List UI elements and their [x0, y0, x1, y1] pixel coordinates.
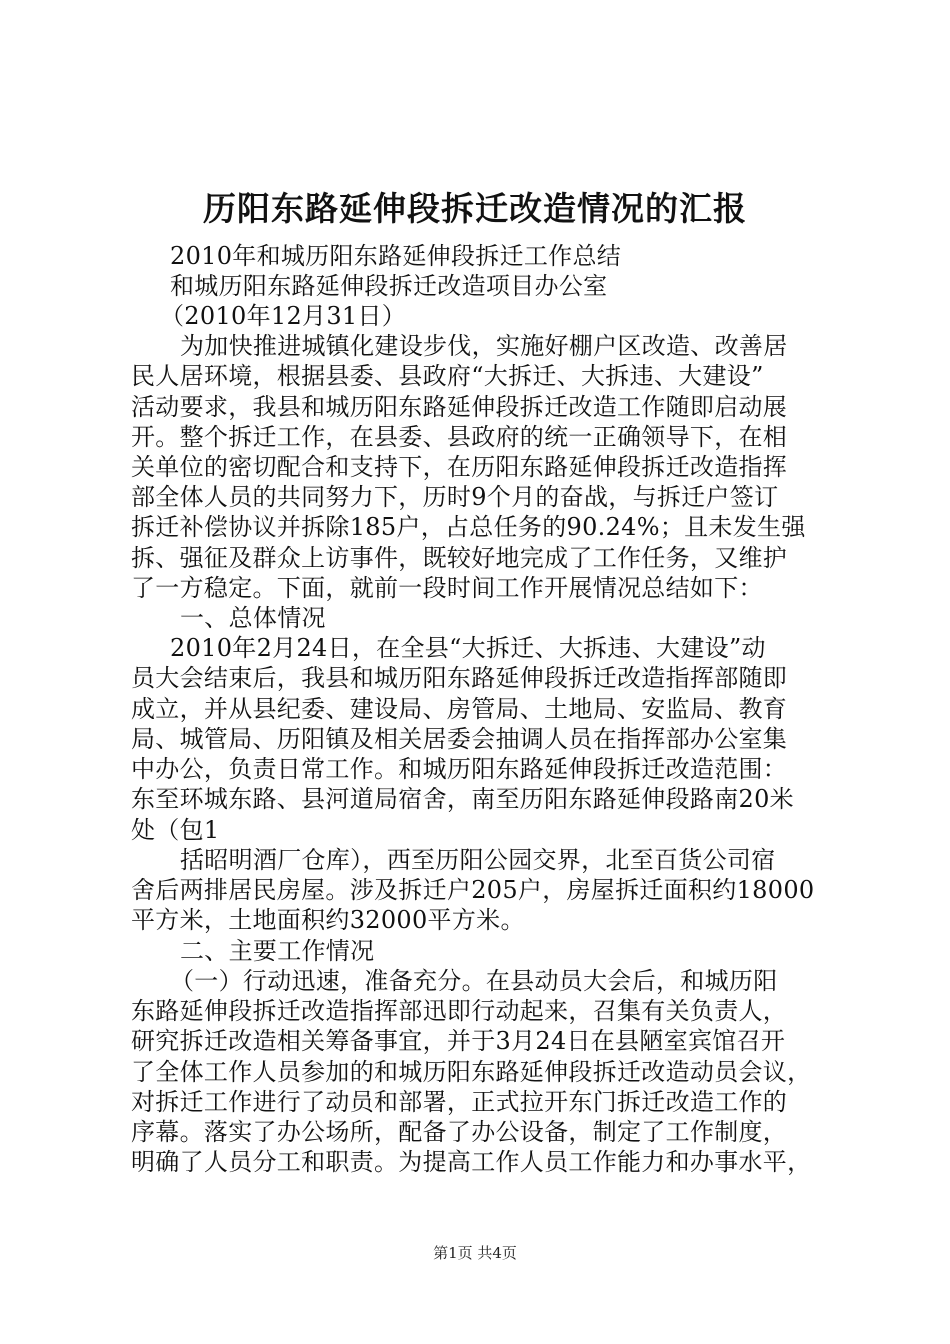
- text-line: 局、城管局、历阳镇及相关居委会抽调人员在指挥部办公室集: [131, 725, 788, 753]
- text-line: 中办公，负责日常工作。和城历阳东路延伸段拆迁改造范围：: [131, 755, 788, 783]
- text-line: 了全体工作人员参加的和城历阳东路延伸段拆迁改造动员会议，: [131, 1058, 812, 1086]
- text-line: 部全体人员的共同努力下，历时9个月的奋战，与拆迁户签订: [131, 483, 779, 511]
- text-line: 序幕。落实了办公场所，配备了办公设备，制定了工作制度，: [131, 1118, 788, 1146]
- text-line: 开。整个拆迁工作，在县委、县政府的统一正确领导下，在相: [131, 423, 788, 451]
- text-line: 民人居环境，根据县委、县政府“大拆迁、大拆违、大建设”: [131, 362, 764, 390]
- text-line: 为加快推进城镇化建设步伐，实施好棚户区改造、改善居: [180, 332, 788, 360]
- document-title: 历阳东路延伸段拆迁改造情况的汇报: [203, 189, 747, 228]
- text-line: （一）行动迅速，准备充分。在县动员大会后，和城历阳: [170, 967, 778, 995]
- text-line: 了一方稳定。下面，就前一段时间工作开展情况总结如下：: [131, 574, 763, 602]
- text-line: （2010年12月31日）: [160, 302, 407, 330]
- text-line: 成立，并从县纪委、建设局、房管局、土地局、安监局、教育: [131, 695, 788, 723]
- text-line: 2010年2月24日，在全县“大拆迁、大拆违、大建设”动: [170, 634, 766, 662]
- text-line: 拆、强征及群众上访事件，既较好地完成了工作任务，又维护: [131, 544, 788, 572]
- section-heading: 一、总体情况: [180, 604, 326, 632]
- text-line: 对拆迁工作进行了动员和部署，正式拉开东门拆迁改造工作的: [131, 1088, 788, 1116]
- text-line: 活动要求，我县和城历阳东路延伸段拆迁改造工作随即启动展: [131, 393, 788, 421]
- text-line: 括昭明酒厂仓库），西至历阳公园交界，北至百货公司宿: [180, 846, 776, 874]
- text-line: 关单位的密切配合和支持下，在历阳东路延伸段拆迁改造指挥: [131, 453, 788, 481]
- text-line: 和城历阳东路延伸段拆迁改造项目办公室: [170, 272, 608, 300]
- text-line: 明确了人员分工和职责。为提高工作人员工作能力和办事水平，: [131, 1148, 812, 1176]
- text-line: 东路延伸段拆迁改造指挥部迅即行动起来，召集有关负责人，: [131, 997, 788, 1025]
- text-line: 舍后两排居民房屋。涉及拆迁户205户，房屋拆迁面积约18000: [131, 876, 815, 904]
- text-line: 2010年和城历阳东路延伸段拆迁工作总结: [170, 242, 622, 270]
- section-heading: 二、主要工作情况: [180, 937, 375, 965]
- text-line: 处（包1: [131, 816, 220, 844]
- text-line: 研究拆迁改造相关筹备事宜，并于3月24日在县陋室宾馆召开: [131, 1027, 786, 1055]
- text-line: 东至环城东路、县河道局宿舍，南至历阳东路延伸段路南20米: [131, 785, 794, 813]
- page-footer: 第1页 共4页: [433, 1244, 517, 1262]
- text-line: 拆迁补偿协议并拆除185户，占总任务的90.24%；且未发生强: [131, 513, 806, 541]
- text-line: 员大会结束后，我县和城历阳东路延伸段拆迁改造指挥部随即: [131, 664, 788, 692]
- text-line: 平方米，土地面积约32000平方米。: [131, 906, 525, 934]
